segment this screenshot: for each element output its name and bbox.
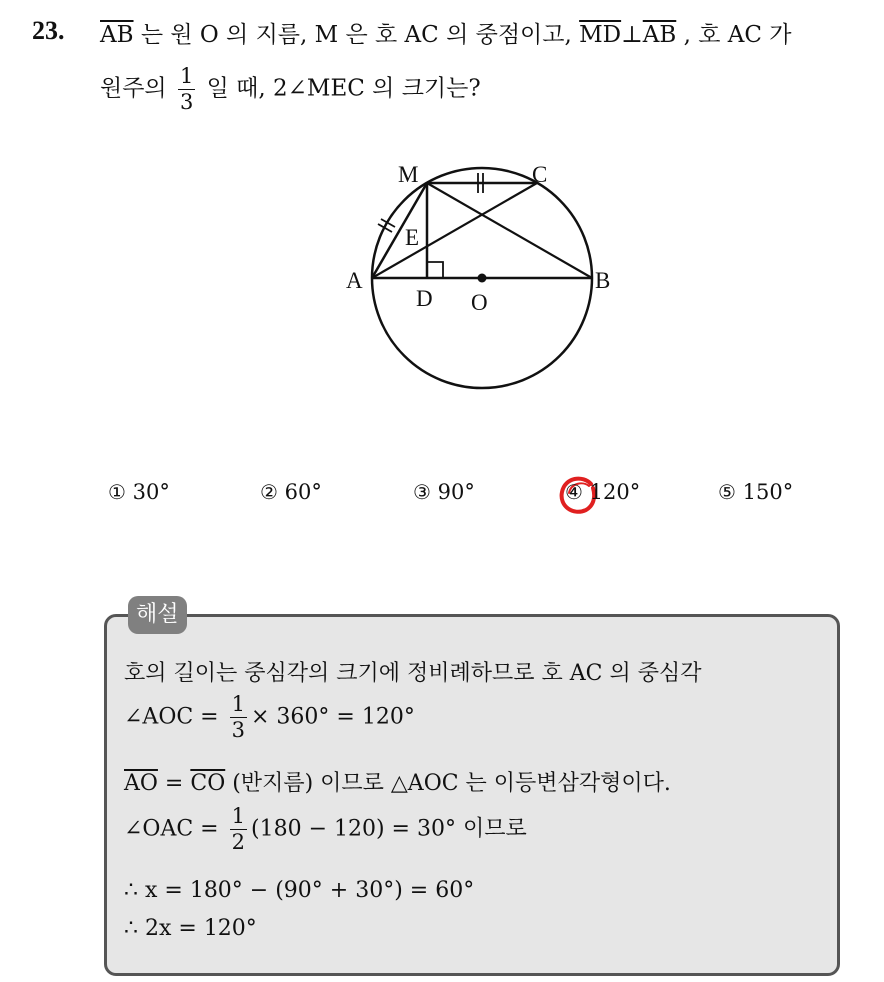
solution-line-1: 호의 길이는 중심각의 크기에 정비례하므로 호 AC 의 중심각 [124,661,702,686]
solution-fraction-one-third [230,694,247,741]
segment-mb [427,183,592,278]
solution-fraction-half-denominator: 2 [231,830,245,854]
segment-ao: $\overline{AO}$ [124,771,158,796]
problem-text-1: 는 원 O 의 지름, M 은 호 AC 의 중점이고, [133,22,580,48]
fraction-denominator: 3 [179,90,194,114]
problem-line-1 [100,16,791,49]
label-d: D [416,286,433,311]
solution-line-5: ∴ x = 180° − (90° + 30°) = 60° [124,878,475,903]
choice-1-number: ① [108,480,126,504]
right-angle-mark [427,262,443,278]
solution-fraction-numerator: 1 [231,692,245,716]
choice-2-text: 60° [284,480,322,504]
problem-number: 23. [32,16,65,45]
label-a: A [346,268,363,293]
choice-2-number: ② [260,480,278,504]
problem-text-3: 원주의 [100,75,167,102]
choice-5-text: 150° [742,480,794,504]
segment-co: $\overline{CO}$ [190,771,226,796]
choice-5[interactable] [718,480,793,504]
solution-line-4 [124,806,527,853]
perp-symbol: ⊥ [621,22,643,48]
choice-2[interactable] [260,480,322,504]
solution-line-4-rhs: (180 − 120) = 30° 이므로 [251,816,527,842]
solution-line-6: ∴ 2x = 120° [124,916,257,941]
label-o: O [471,290,488,315]
label-m: M [398,162,419,187]
geometry-figure [330,150,640,420]
label-c: C [532,162,548,187]
choice-1-text: 30° [132,480,170,504]
choice-1[interactable] [108,480,170,504]
fraction-one-third [178,66,195,113]
center-point-o [478,274,487,283]
solution-line-2-lhs: ∠AOC = [124,704,226,730]
choice-4-text: 120° [589,480,641,504]
solution-fraction-denominator: 3 [231,718,245,742]
answer-choices [108,480,828,514]
choice-3-number: ③ [413,480,431,504]
segment-ab-2: $\overline{AB}$ [642,22,677,48]
solution-line-2 [124,694,415,741]
segment-ac [372,183,537,278]
solution-line-3 [124,766,671,797]
choice-3-text: 90° [437,480,475,504]
solution-line-3-eq: = [157,771,191,796]
choice-3[interactable] [413,480,475,504]
fraction-numerator: 1 [179,64,194,88]
solution-tag: 해설 [128,596,187,634]
solution-line-2-rhs: × 360° = 120° [251,704,415,730]
solution-fraction-half-numerator: 1 [231,804,245,828]
problem-text-4: 일 때, 2∠MEC 의 크기는? [206,75,481,102]
solution-line-4-lhs: ∠OAC = [124,816,226,842]
problem-text-2: , 호 AC 가 [676,22,792,48]
choice-5-number: ⑤ [718,480,736,504]
choice-4-number: ④ [565,480,583,504]
choice-4[interactable] [565,480,640,504]
segment-ab: $\overline{AB}$ [100,22,134,48]
solution-line-3-rest: (반지름) 이므로 △AOC 는 이등변삼각형이다. [225,771,671,796]
label-b: B [595,268,611,293]
problem-line-2 [100,66,481,113]
solution-fraction-one-half [230,806,247,853]
label-e: E [405,225,420,250]
segment-md: $\overline{MD}$ [579,22,622,48]
